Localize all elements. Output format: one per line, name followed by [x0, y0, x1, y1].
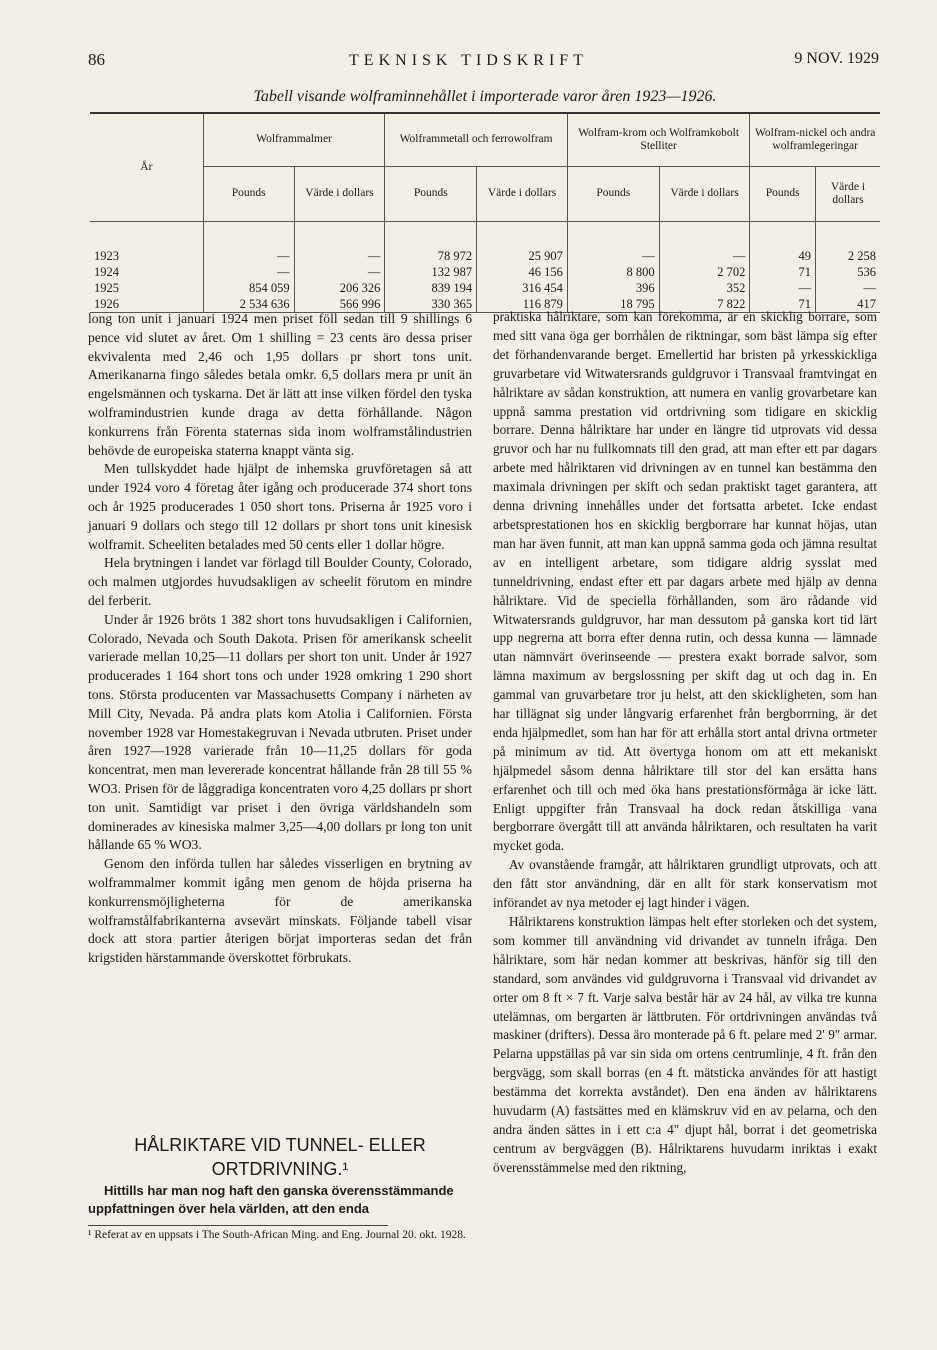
pounds-header: Pounds: [750, 167, 816, 222]
table-cell: 2 702: [659, 264, 750, 280]
article-intro: [88, 1182, 472, 1218]
group-header: Wolframmalmer: [203, 113, 385, 167]
value-header: Värde i dollars: [477, 167, 568, 222]
group-header: Wolframmetall och ferrowolfram: [385, 113, 568, 167]
right-column: [493, 308, 877, 1178]
table-cell: 7 822: [659, 296, 750, 313]
table-cell: 49: [750, 248, 816, 264]
import-table: [90, 112, 880, 313]
issue-date: 9 NOV. 1929: [794, 50, 879, 67]
article-title: HÅLRIKTARE VID TUNNEL- ELLER ORTDRIVNING.¹: [134, 1135, 426, 1179]
footnote: ¹ Referat av en uppsats i The South-African Ming. and Eng. Journal 20. okt. 1928.: [88, 1229, 466, 1241]
table-cell: —: [294, 264, 385, 280]
paragraph: Men tullskyddet hade hjälpt de inhemska gruvföretagen så att under 1924 voro 4 företag åter igång och producerade 374 short tons och år 1925 producerades 1 050 short tons. Priserna år 1925 voro i januari 9 dollars och stego till 12 dollars pr short tons unit kinesisk wolframit. Scheeliten betalades med 50 cents eller 1 dollar högre.: [88, 461, 472, 552]
intro-paragraph: Hittills har man nog haft den ganska överensstämmande uppfattningen över hela världen, att den enda: [88, 1183, 454, 1216]
year-header: År: [90, 113, 203, 222]
table-cell: 132 987: [385, 264, 477, 280]
paragraph: Hålriktarens konstruktion lämpas helt efter storleken och det system, som kommer till användning vid drivandet av tunneln ifråga. Den hålriktare, som här nedan kommer att beskrivas, hänför sig till den standard, som användes vid guldgruvorna i Transvaal vid drivandet av orter om 8 ft × 7 ft. Varje salva består här av 24 hål, av vilka tre kunna utelämnas, om bergarten är lättbruten. För ortdrivningen användas två maskiner (drifters). Dessa äro monterade på 6 ft. pelare med 2' 9" armar. Pelarna uppställas på var sin sida om ortens centrumlinje, 4 ft. från den bergvägg, som skall borras (en 4 ft. mätsticka användes för att hastigt bestämma det korrekta avståndet). Den ena änden av hålriktarens huvudarm (A) fastsättes med en klämskruv vid en av pelarna, och den andra änden sättes in i ett c:a 4" djupt hål, borrat i det geometriska centrum av bergväggen (B). Hålriktarens huvudarm inriktas i exakt överensstämmelse med den riktning,: [493, 914, 877, 1175]
table-cell: 2 258: [815, 248, 880, 264]
table-cell: 352: [659, 280, 750, 296]
table-cell: —: [659, 248, 750, 264]
table-row: [90, 280, 880, 296]
table-cell: 316 454: [477, 280, 568, 296]
table-row: [90, 264, 880, 280]
year-cell: 1926: [90, 296, 203, 313]
table-cell: 396: [567, 280, 659, 296]
group-header: Wolfram-krom och Wolframkobolt Stelliter: [567, 113, 750, 167]
pounds-header: Pounds: [203, 167, 294, 222]
journal-title: TEKNISK TIDSKRIFT: [349, 52, 588, 69]
table-cell: 46 156: [477, 264, 568, 280]
table-cell: 18 795: [567, 296, 659, 313]
year-cell: 1923: [94, 248, 119, 263]
table-cell: 8 800: [567, 264, 659, 280]
table-cell: 206 326: [294, 280, 385, 296]
table-cell: 417: [815, 296, 880, 313]
year-cell: 1925: [94, 280, 119, 295]
table-cell: —: [750, 280, 816, 296]
table-row: [90, 248, 880, 264]
footnote-divider: [88, 1225, 388, 1226]
table-caption: Tabell visande wolframinnehållet i importerade varor åren 1923—1926.: [253, 88, 717, 105]
paragraph: praktiska hålriktare, som kan förekomma, är en skicklig borrare, som med sitt vana öga ger borrhålen de riktningar, som bäst lämpa sig efter det förhandenvarande berget. Emellertid har bristen på yrkesskickliga gruvarbetare vid Witwatersrands guldgruvor i Transvaal framtvingat en hålriktare av sådan konstruktion, att numera en vanlig grovarbetare kan uppnå samma prestation vid ortdrivning som tidigare en skicklig borrare. Denna hålriktare har under en längre tid utprovats vid dessa gruvor och har nu fullkomnats till den grad, att man efter ett par dagars arbete med hålriktaren vid drivningen av en tunnel kan bestämma den maximala drivningen per skift och sedan praktiskt taget garantera, att denna drivning innehålles under det fortsatta arbetet. Icke endast arbetsprestationen hos en skicklig bergborrare har kunnat höjas, utan man har även funnit, att man kan uppnå samma goda och jämna resultat av en intelligent arbetare, som tidigare aldrig sysslat med tunneldrivning, endast efter ett par dagars arbete med hjälp av denna hålriktare. Vid de speciella förhållanden, som äro rådande vid Witwatersrands guldgruvor, har man dessutom på ganska kort tid lärt upp negrerna att borra efter denna rutin, och dessa kunna — lämnade utan nämnvärt överinseende — prestera exakt borrade salvor, som lämna maximum av bergslossning per skift dag ut och dag in. En gammal van gruvarbetare tror ju helst, att den skickligheten, som han har tillägnat sig under långvarig erfarenhet från bergborrning, är det enda hjälpmedlet, som han har för att erhålla stort antal drivna ortmeter på minimum av tid. Att övertyga honom om att ett mekaniskt hjälpmedel såsom denna hålriktare till stor del kan ersätta hans erfarenhet och till och med öka hans prestationsförmåga är icke lätt. Enligt uppgifter från Transvaal ha dock redan åtskilliga vana bergborrare övergått till att använda hålriktaren, och resultaten ha varit mycket goda.: [493, 309, 877, 854]
paragraph: Genom den införda tullen har således visserligen en brytning av wolframmalmer kommit igång men genom de höjda priserna ha konkurrensmöjligheterna för de amerikanska wolframstålfabrikanterna avsevärt minskats. Följande tabell visar dock att stora partier återigen börjat importeras sedan det från krigstiden härstammande överskottet förbrukats.: [88, 856, 472, 966]
table-cell: 536: [815, 264, 880, 280]
table-cell: —: [203, 264, 294, 280]
table-cell: 71: [750, 296, 816, 313]
value-header: Värde i dollars: [815, 167, 880, 222]
year-cell: 1924: [94, 264, 119, 279]
table-cell: 78 972: [385, 248, 477, 264]
left-column: [88, 310, 472, 968]
table-cell: —: [567, 248, 659, 264]
table-cell: 71: [750, 264, 816, 280]
table-cell: 839 194: [385, 280, 477, 296]
table-cell: —: [294, 248, 385, 264]
value-header: Värde i dollars: [659, 167, 750, 222]
paragraph: Hela brytningen i landet var förlagd till Boulder County, Colorado, och malmen utgjordes huvudsakligen av scheelit förutom en mindre del ferberit.: [88, 555, 472, 608]
paragraph: Under år 1926 bröts 1 382 short tons huvudsakligen i Californien, Colorado, Nevada och South Dakota. Prisen för amerikansk scheelit varierade mellan 10,25—11 dollars per short ton unit. Under år 1927 producerades 1 164 short tons och under 1928 omkring 1 290 short tons. Största producenten var Massachusetts Company i närheten av Mill City, Nevada. På andra plats kom Atolia i Californien. Första november 1928 var Homestakegruvan i Nevada utbruten. Priset under åren 1927—1928 varierade från 10—11,25 dollars för goda koncentrat, men man levererade koncentrat hållande från 28 till 55 % WO3. Prisen för de låggradiga koncentraten voro 4,25 dollars pr short ton unit. Samtidigt var priset i den övriga världshandeln som dominerades av kinesiska malmer 3,25—4,00 dollars pr long ton unit hållande 65 % WO3.: [88, 611, 472, 853]
table-cell: 854 059: [203, 280, 294, 296]
paragraph: long ton unit i januari 1924 men priset föll sedan till 9 shillings 6 pence vid slutet av året. Om 1 shilling = 23 cents äro dessa priser ekvivalenta med 2,46 och 1,95 dollars pr short tons unit. Amerikanarna fingo således betala omkr. 6,5 dollars mera pr unit än engelsmännen och tyskarna. Det är lätt att inse vilken fördel den tyska wolframindustrien kunde draga av detta förhållande. Någon konkurrens från Förenta staternas sida inom wolframstålindustrien behövde de europeiska staterna knappt vänta sig.: [88, 311, 472, 458]
paragraph: Av ovanstående framgår, att hålriktaren grundligt utprovats, och att den fått stor användning, där en allt för stark konservatism mot införandet av nya metoder ej lagt hinder i vägen.: [493, 857, 877, 911]
value-header: Värde i dollars: [294, 167, 385, 222]
pounds-header: Pounds: [385, 167, 477, 222]
table-cell: 330 365: [385, 296, 477, 313]
table-cell: —: [203, 248, 294, 264]
group-header: Wolfram-nickel och andra wolframlegeringar: [750, 113, 880, 167]
page-number: 86: [88, 50, 105, 69]
table-cell: 116 879: [477, 296, 568, 313]
table-cell: 2 534 636: [203, 296, 294, 313]
table-cell: 566 996: [294, 296, 385, 313]
pounds-header: Pounds: [567, 167, 659, 222]
table-cell: —: [815, 280, 880, 296]
table-cell: 25 907: [477, 248, 568, 264]
